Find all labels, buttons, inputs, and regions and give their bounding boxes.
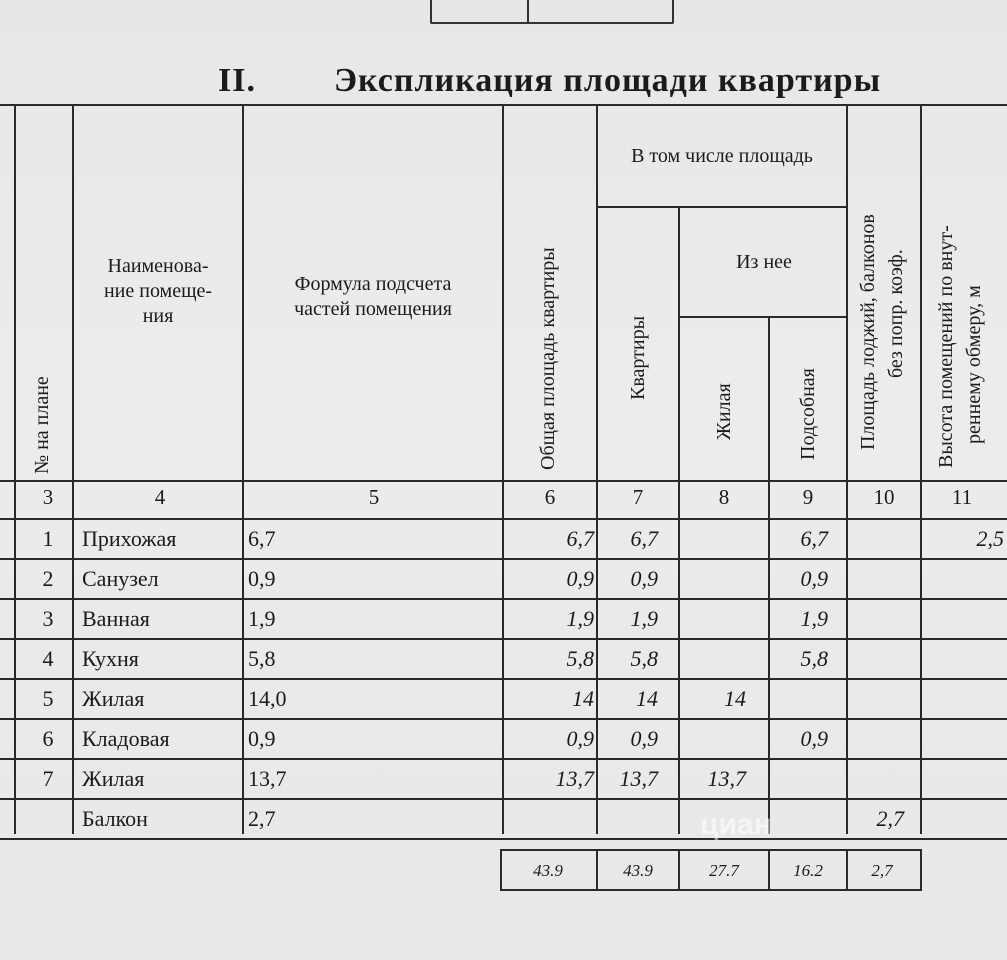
cell-formula: 2,7	[248, 806, 276, 831]
colnum-7: 7	[632, 485, 644, 509]
total-area: 43.9	[533, 861, 563, 880]
cell-living: 13,7	[707, 766, 746, 791]
explication-table	[0, 104, 1007, 844]
title-text: Экспликация площади квартиры	[334, 62, 882, 99]
cell-name: Ванная	[82, 606, 150, 631]
cell-name: Кладовая	[82, 726, 170, 751]
col6-header: Общая площадь квартиры	[537, 247, 559, 470]
cell-balcony: 2,7	[876, 806, 904, 831]
colnum-11: 11	[951, 485, 973, 509]
col10-header-line1: Площадь лоджий, балконов	[857, 214, 879, 450]
cell-auxiliary: 1,9	[800, 606, 828, 631]
cell-formula: 5,8	[248, 646, 276, 671]
cell-num: 3	[42, 606, 54, 631]
cell-total: 14	[572, 686, 594, 711]
cell-formula: 6,7	[248, 526, 276, 551]
colnum-6: 6	[544, 485, 556, 509]
total-apartment: 43.9	[623, 861, 653, 880]
cell-auxiliary: 0,9	[800, 726, 828, 751]
cell-name: Прихожая	[82, 526, 177, 551]
cell-height: 2,5	[976, 526, 1004, 551]
cell-apartment: 14	[636, 686, 658, 711]
cell-total: 0,9	[566, 726, 594, 751]
colnum-3: 3	[42, 485, 54, 509]
cell-apartment: 0,9	[630, 566, 658, 591]
cell-num: 7	[42, 766, 54, 791]
totals-row	[500, 849, 920, 889]
cell-total: 1,9	[566, 606, 594, 631]
cell-auxiliary: 0,9	[800, 566, 828, 591]
cell-name: Жилая	[82, 766, 145, 791]
cell-name: Кухня	[82, 646, 139, 671]
colnum-4: 4	[154, 485, 166, 509]
cell-auxiliary: 5,8	[800, 646, 828, 671]
cell-formula: 0,9	[248, 566, 276, 591]
total-living: 27.7	[709, 861, 739, 880]
col7-header: Квартиры	[627, 315, 649, 400]
subgroup-header: Из нее	[736, 251, 792, 273]
cell-formula: 0,9	[248, 726, 276, 751]
cell-name: Балкон	[82, 806, 148, 831]
group-header: В том числе площадь	[631, 145, 813, 167]
watermark: циан	[700, 808, 772, 841]
col10-header-line2: без попр. коэф.	[885, 249, 907, 378]
cell-formula: 1,9	[248, 606, 276, 631]
cell-name: Санузел	[82, 566, 159, 591]
col11-header-line1: Высота помещений по внут-	[935, 225, 957, 468]
section-number: II.	[218, 62, 256, 99]
colnum-9: 9	[802, 485, 814, 509]
col9-header: Подсобная	[797, 368, 819, 460]
colnum-8: 8	[718, 485, 730, 509]
cell-total: 6,7	[566, 526, 594, 551]
col4-header: Наименова- ние помеще- ния	[103, 255, 213, 327]
col5-header: Формула подсчета частей помещения	[294, 273, 452, 320]
cell-living: 14	[724, 686, 746, 711]
cell-apartment: 1,9	[630, 606, 658, 631]
cell-num: 1	[42, 526, 54, 551]
cell-auxiliary: 6,7	[800, 526, 828, 551]
cell-num: 2	[42, 566, 54, 591]
col11-header-line2: реннему обмеру, м	[963, 285, 985, 444]
cell-formula: 13,7	[248, 766, 287, 791]
cell-total: 13,7	[555, 766, 594, 791]
cell-apartment: 5,8	[630, 646, 658, 671]
cell-num: 5	[42, 686, 54, 711]
cell-total: 5,8	[566, 646, 594, 671]
cell-name: Жилая	[82, 686, 145, 711]
cell-apartment: 0,9	[630, 726, 658, 751]
section-title	[218, 62, 978, 102]
col8-header: Жилая	[713, 383, 735, 440]
cell-apartment: 13,7	[619, 766, 658, 791]
cell-total: 0,9	[566, 566, 594, 591]
col3-header: № на плане	[31, 376, 53, 474]
colnum-5: 5	[368, 485, 380, 509]
colnum-10: 10	[873, 485, 895, 509]
cell-apartment: 6,7	[630, 526, 658, 551]
cell-formula: 14,0	[248, 686, 287, 711]
total-balcony: 2,7	[871, 861, 893, 880]
cell-num: 6	[42, 726, 54, 751]
cell-num: 4	[42, 646, 54, 671]
total-auxiliary: 16.2	[793, 861, 823, 880]
top-frame	[430, 0, 674, 24]
